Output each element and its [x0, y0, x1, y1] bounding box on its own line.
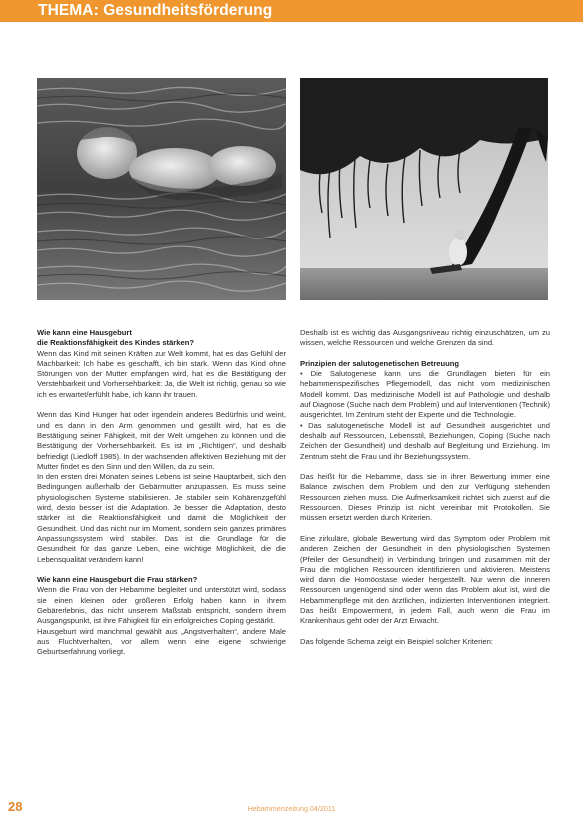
section-heading-hausgeburt-kind	[37, 328, 286, 349]
page-section-title: THEMA: Gesundheitsförderung	[38, 2, 273, 19]
paragraph: Deshalb ist es wichtig das Ausgangsniveau richtig einzuschätzen, um zu wissen, welche Ressourcen und welche Grenzen da sind.	[300, 328, 550, 348]
article-column-left	[37, 328, 286, 658]
paragraph: Hausgeburt wird manchmal gewählt aus „Angstverhalten“, andere Male aus Fluchtverhalten, vor allem wenn eine eigene schwierige Geburtserfahrung vorliegt.	[37, 626, 286, 657]
willow-tree-by-lake-photo	[300, 78, 548, 300]
bullet-item: • Das salutogenetische Modell ist auf Gesundheit ausgerichtet und deshalb auf Ressourcen, Lebensstil, Beziehungen, Coping (Suche nach Zeichen der Gesundheit) und deshalb auf Begleitung und Erziehung. Im Zentrum steht die Frau und ihr Beziehungssystem.	[300, 420, 550, 461]
infant-in-water-photo	[37, 78, 286, 300]
paragraph: Eine zirkuläre, globale Bewertung wird das Symptom oder Problem mit anderen Zeichen der Gesundheit in den physiologischen Systemen (Pfeiler der Gesundheit) in Verbindung bringen und zusammen mit der Frau die möglichen Ressourcen identifizieren und aktivieren. Meistens wird dann die Homöostase wieder hergestellt. Nur wenn die inneren Ressourcen ungenügend sind oder wenn das Problem akut ist, wird die Hebammenpflege mit den ärztlichen, indizierten Interventionen integriert. Das heißt Empowerment, in jedem Fall, auch wenn die Frau im Krankenhaus geht oder der Arzt Erwacht.	[300, 533, 550, 626]
paragraph: Das folgende Schema zeigt ein Beispiel solcher Kriterien:	[300, 636, 493, 646]
section-heading-prinzipien: Prinzipien der salutogenetischen Betreuung	[300, 358, 460, 368]
section-heading-line: Wie kann eine Hausgeburt	[37, 328, 132, 337]
page-number: 28	[8, 799, 23, 814]
section-heading-line: die Reaktionsfähigkeit des Kindes stärken?	[37, 338, 194, 348]
paragraph: Wenn das Kind mit seinen Kräften zur Welt kommt, hat es das Gefühl der Machbarkeit: Ich habe es geschafft, ich bin stark. Wenn das Kind ohne Störungen von der Mutter empfangen wird, hat es die Bestätigung der Verstehbarkeit und Vorhersehbarkeit: Ja, die Welt ist richtig, genau so wie ich es erwartet/erfühlt habe, ich kann ihr trauen.	[37, 348, 286, 399]
paragraph: Wenn das Kind Hunger hat oder irgendein anderes Bedürfnis und weint, und es dann in den Arm genommen und gestillt wird, hat es die Bestätigung seiner Fähigkeit, mit der Welt umgehen zu können und die Bestätigung der Vorhersehbarkeit. Es ist im „Richtigen“, und deshalb befriedigt (Liedloff 1985). In der wachsenden affektiven Beziehung mit der Mutter findet es den Sinn und den Willen, da zu sein.	[37, 410, 286, 471]
article-column-right	[300, 328, 550, 647]
section-heading-hausgeburt-frau: Wie kann eine Hausgeburt die Frau stärken?	[37, 575, 198, 585]
paragraph: Wenn die Frau von der Hebamme begleitet und unterstützt wird, sodass sie einen kleinen oder größeren Erfolg haben kann in ihrem Gebärerlebnis, das nicht unserem Maßstab entspricht, sondern ihrem Ausgangspunkt, ist ihre Fähigkeit für ein erfolgreiches Coping gestärkt.	[37, 585, 286, 626]
paragraph: Das heißt für die Hebamme, dass sie in ihrer Bewertung immer eine Balance zwischen dem Problem und den zur Verfügung stehenden Ressourcen ziehen muss. Die Aufmerksamkeit richtet sich zuerst auf die Ressourcen. Dieses Prinzip ist nicht vereinbar mit Protokollen. Sie müssen ersetzt werden durch Kriterien.	[300, 472, 550, 523]
paragraph: In den ersten drei Monaten seines Lebens ist seine Hauptarbeit, sich den Bedingungen außerhalb der Gebärmutter anzupassen. Es muss seine physiologischen Systeme stabilisieren. Je stabiler sein Kohärenzgefühl wird, desto besser ist die Adaptation. Je besser die Adaptation, desto stärker ist die Reaktionsfähigkeit und damit die Möglichkeit der Gesundheit. Und das nicht nur im Moment, sondern sein ganzes primäres Anpassungssystem wird stabiler. Das ist die Grundlage für die Gesundheit für das ganze Leben, eine wichtige Möglichkeit, die die Lebensqualität verändern kann!	[37, 472, 286, 564]
journal-footer: Hebammenzeitung 04/2011	[247, 804, 336, 813]
bullet-item: • Die Salutogenese kann uns die Grundlagen bieten für ein hebammenspezifisches Pflegemodell, das nicht vom medizinischen Modell kommt. Das medizinische Modell ist auf Pathologie und deshalb auf Diagnose (Suche nach dem Problem) und auf Interventionen (Technik) ausgerichtet. Im Zentrum steht der Experte und die Technologie.	[300, 369, 550, 420]
